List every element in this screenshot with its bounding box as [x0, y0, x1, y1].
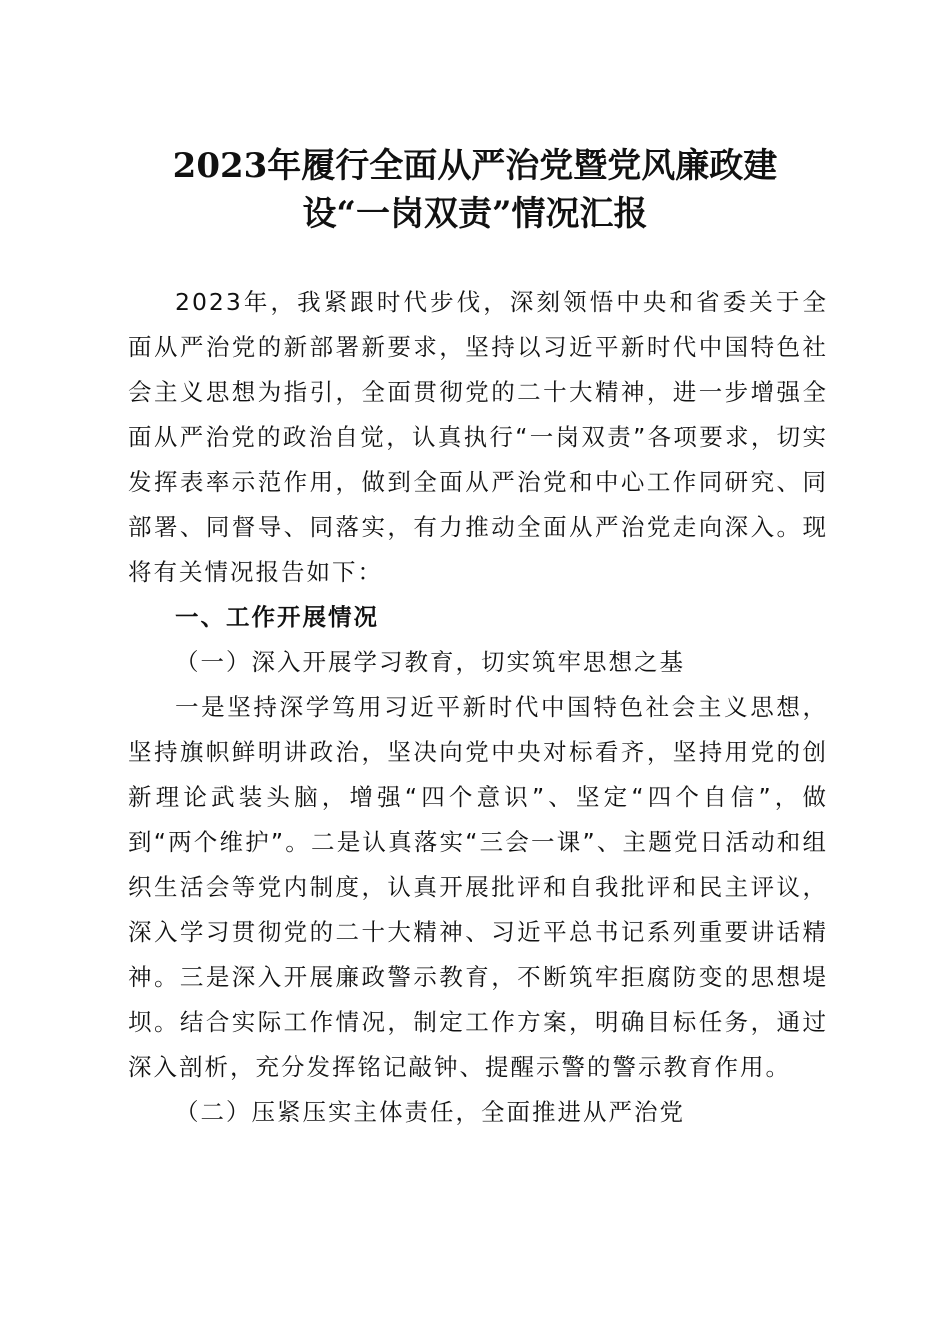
document-body — [128, 280, 828, 1135]
subsection-2-heading: （二）压紧压实主体责任，全面推进从严治党 — [175, 1098, 685, 1126]
section-1-heading: 一、工作开展情况 — [175, 603, 379, 631]
document-title-line-2: 设“一岗双责”情况汇报 — [302, 194, 648, 234]
intro-paragraph: 2023年，我紧跟时代步伐，深刻领悟中央和省委关于全面从严治党的新部署新要求，坚持以习近平新时代中国特色社会主义思想为指引，全面贯彻党的二十大精神，进一步增强全面从严治党的政治自觉，认真执行“一岗双责”各项要求，切实发挥表率示范作用，做到全面从严治党和中心工作同研究、同部署、同督导、同落实，有力推动全面从严治党走向深入。现将有关情况报告如下： — [128, 288, 828, 586]
subsection-1-paragraph: 一是坚持深学笃用习近平新时代中国特色社会主义思想，坚持旗帜鲜明讲政治，坚决向党中央对标看齐，坚持用党的创新理论武装头脑，增强“四个意识”、坚定“四个自信”，做到“两个维护”。二是认真落实“三会一课”、主题党日活动和组织生活会等党内制度，认真开展批评和自我批评和民主评议，深入学习贯彻党的二十大精神、习近平总书记系列重要讲话精神。三是深入开展廉政警示教育，不断筑牢拒腐防变的思想堤坝。结合实际工作情况，制定工作方案，明确目标任务，通过深入剖析，充分发挥铭记敲钟、提醒示警的警示教育作用。 — [128, 693, 828, 1081]
document-title-line-1: 2023年履行全面从严治党暨党风廉政建 — [172, 146, 778, 186]
subsection-1-heading: （一）深入开展学习教育，切实筑牢思想之基 — [175, 648, 685, 676]
